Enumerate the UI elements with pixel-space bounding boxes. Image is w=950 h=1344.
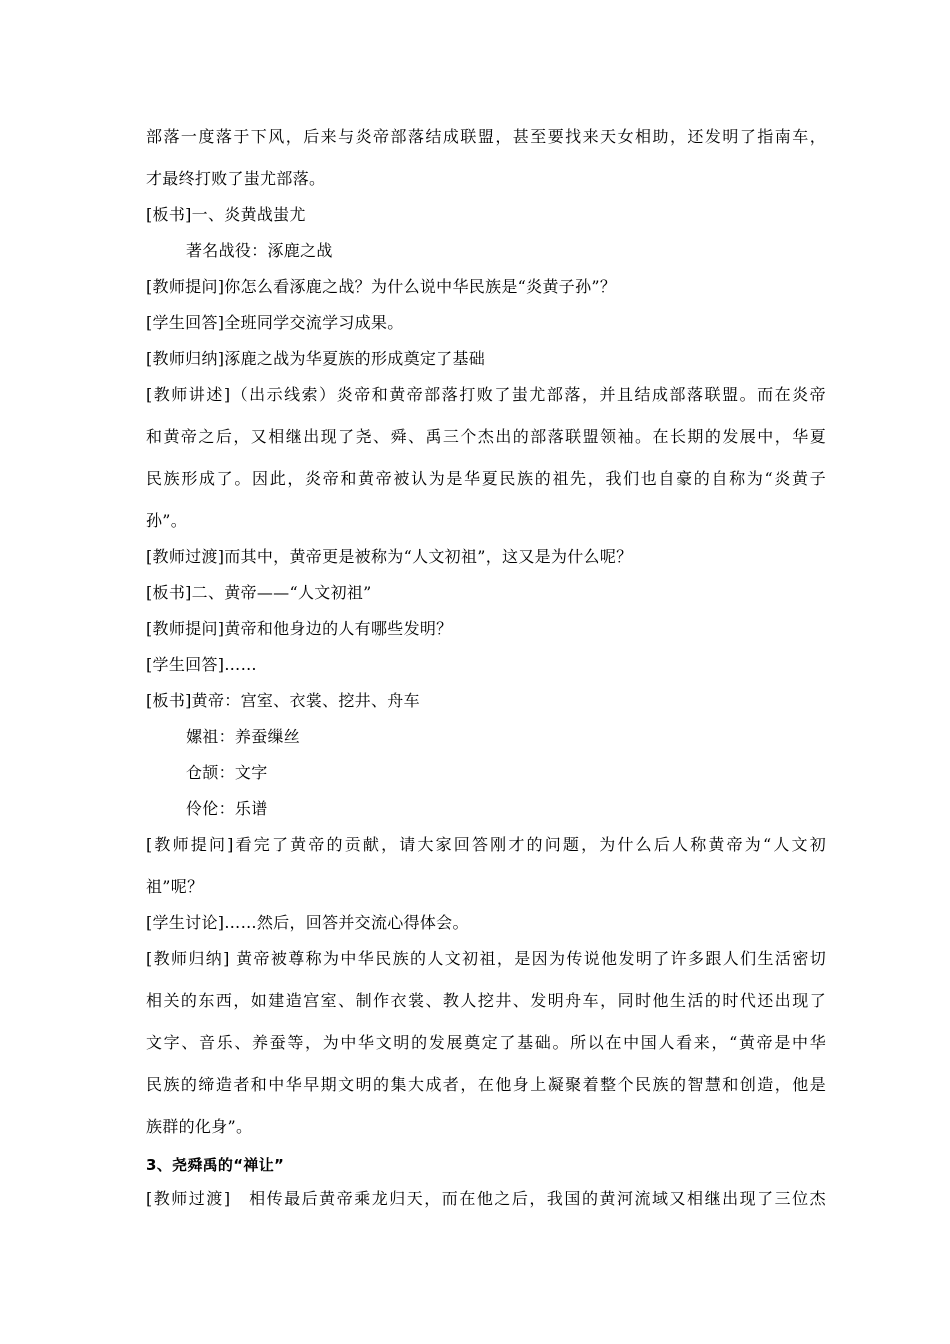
- board-note-detail: 嫘祖：养蚕缫丝: [186, 727, 301, 746]
- board-note-detail: 著名战役：涿鹿之战: [186, 241, 333, 260]
- teacher-summary: [教师归纳]涿鹿之战为华夏族的形成奠定了基础: [146, 349, 486, 368]
- paragraph-line: 民族的缔造者和中华早期文明的集大成者，在他身上凝聚着整个民族的智慧和创造，他是: [146, 1075, 826, 1094]
- teacher-transition: [教师过渡]而其中，黄帝更是被称为“人文初祖”，这又是为什么呢？: [146, 547, 633, 566]
- paragraph-line: 文字、音乐、养蚕等，为中华文明的发展奠定了基础。所以在中国人看来，“黄帝是中华: [146, 1033, 826, 1052]
- board-note: [板书]二、黄帝——“人文初祖”: [146, 583, 372, 602]
- teacher-question: [教师提问]黄帝和他身边的人有哪些发明？: [146, 619, 453, 638]
- section-heading: 3、尧舜禹的“禅让”: [146, 1156, 285, 1174]
- board-note-detail: 伶伦：乐谱: [186, 799, 268, 818]
- paragraph-line: 部落一度落于下风，后来与炎帝部落结成联盟，甚至要找来天女相助，还发明了指南车，: [146, 127, 826, 146]
- paragraph-line: [教师讲述]（出示线索）炎帝和黄帝部落打败了蚩尤部落，并且结成部落联盟。而在炎帝: [146, 385, 826, 404]
- paragraph-line: 民族形成了。因此，炎帝和黄帝被认为是华夏民族的祖先，我们也自豪的自称为“炎黄子: [146, 469, 826, 488]
- paragraph-line: 孙”。: [146, 511, 188, 530]
- teacher-question: [教师提问]你怎么看涿鹿之战？为什么说中华民族是“炎黄子孙”？: [146, 277, 617, 296]
- paragraph-line: 和黄帝之后，又相继出现了尧、舜、禹三个杰出的部落联盟领袖。在长期的发展中，华夏: [146, 427, 826, 446]
- board-note: [板书]一、炎黄战蚩尤: [146, 205, 306, 224]
- board-note: [板书]黄帝：宫室、衣裳、挖井、舟车: [146, 691, 420, 710]
- paragraph-line: 祖”呢？: [146, 877, 204, 896]
- board-note-detail: 仓颉：文字: [186, 763, 268, 782]
- paragraph-line: [教师提问]看完了黄帝的贡献，请大家回答刚才的问题，为什么后人称黄帝为“人文初: [146, 835, 826, 854]
- paragraph-line: [教师归纳] 黄帝被尊称为中华民族的人文初祖，是因为传说他发明了许多跟人们生活密切: [146, 949, 826, 968]
- student-answer: [学生回答]全班同学交流学习成果。: [146, 313, 404, 332]
- student-answer: [学生回答]……: [146, 655, 257, 674]
- paragraph-line: 族群的化身”。: [146, 1117, 253, 1136]
- paragraph-line: 相关的东西，如建造宫室、制作衣裳、教人挖井、发明舟车，同时他生活的时代还出现了: [146, 991, 826, 1010]
- paragraph-line: [教师过渡] 相传最后黄帝乘龙归天，而在他之后，我国的黄河流域又相继出现了三位杰: [146, 1189, 826, 1208]
- student-discussion: [学生讨论]……然后，回答并交流心得体会。: [146, 913, 469, 932]
- paragraph-line: 才最终打败了蚩尤部落。: [146, 169, 326, 188]
